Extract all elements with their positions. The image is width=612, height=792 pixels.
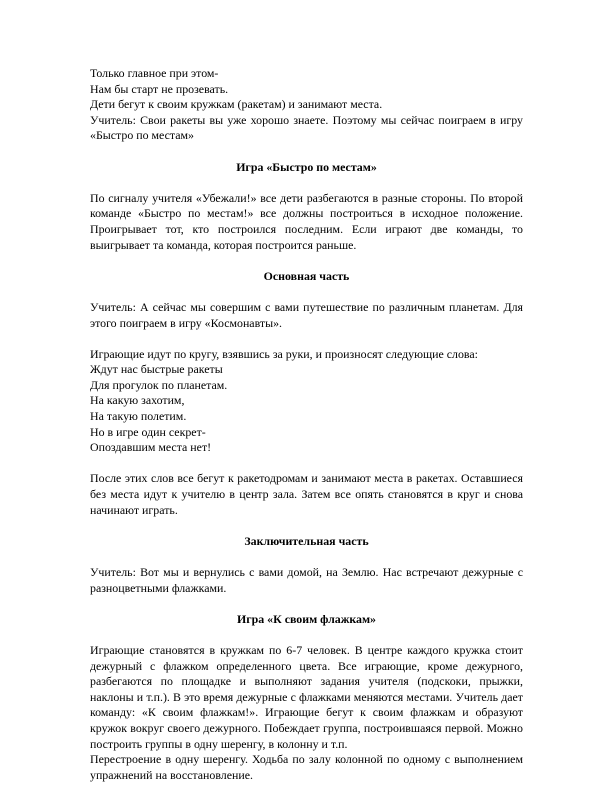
intro-line: Нам бы старт не прозевать. — [90, 81, 229, 96]
heading-game-places: Игра «Быстро по местам» — [236, 159, 377, 174]
heading-main-part: Основная часть — [263, 268, 350, 283]
heading-game-flags: Игра «К своим флажкам» — [236, 611, 377, 626]
main-part-paragraph: Учитель: А сейчас мы совершим с вами путешествие по различным планетам. Для этого поиграем в игру «Космонавты». — [90, 299, 523, 330]
intro-line: Только главное при этом- — [90, 66, 219, 80]
poem-line: Опоздавшим места нет! — [90, 440, 212, 455]
rebuild-paragraph: Перестроение в одну шеренгу. Ходьба по залу колонной по одному с выполнением упражнений на восстановление. — [90, 752, 523, 782]
teacher-intro-paragraph: Учитель: Свои ракеты вы уже хорошо знаете. Поэтому мы сейчас поиграем в игру «Быстро по местам» — [90, 112, 523, 143]
poem-line: Для прогулок по планетам. — [90, 377, 228, 392]
poem-line: На какую захотим, — [90, 393, 185, 408]
game-places-paragraph: По сигналу учителя «Убежали!» все дети разбегаются в разные стороны. По второй команде «Быстро по местам!» все должны построиться в исходное положение. Проигрывает тот, кто построился последним. Если играют две команды, то выигрывает та команда, которая построится раньше. — [90, 190, 523, 252]
poem-line: Но в игре один секрет- — [90, 424, 206, 439]
document-page — [90, 66, 523, 783]
final-part-paragraph: Учитель: Вот мы и вернулись с вами домой, на Землю. Нас встречают дежурные с разноцветными флажками. — [90, 565, 523, 595]
rocket-paragraph: После этих слов все бегут к ракетодромам и занимают места в ракетах. Оставшиеся без места идут к учителю в центр зала. Затем все опять становятся в круг и снова начинают играть. — [90, 471, 523, 517]
poem-line: Играющие идут по кругу, взявшись за руки, и произносят следующие слова: — [90, 346, 478, 361]
heading-final-part: Заключительная часть — [244, 533, 369, 548]
poem-line: На такую полетим. — [90, 409, 187, 424]
game-flags-paragraph: Играющие становятся в кружкам по 6-7 человек. В центре каждого кружка стоит дежурный с флажком определенного цвета. Все играющие, кроме дежурного, разбегаются по площадке и выполняют задания учителя (подскоки, прыжки, наклоны и т.п.). В это время дежурные с флажками меняются местами. Учитель дает команду: «К своим флажкам!». Играющие бегут к своим флажкам и образуют кружок вокруг своего дежурного. Побеждает группа, построившаяся первой. Можно построить группы в одну шеренгу, в колонну и т.п. — [90, 642, 523, 751]
intro-line: Дети бегут к своим кружкам (ракетам) и занимают места. — [90, 97, 383, 112]
poem-line: Ждут нас быстрые ракеты — [90, 362, 223, 377]
